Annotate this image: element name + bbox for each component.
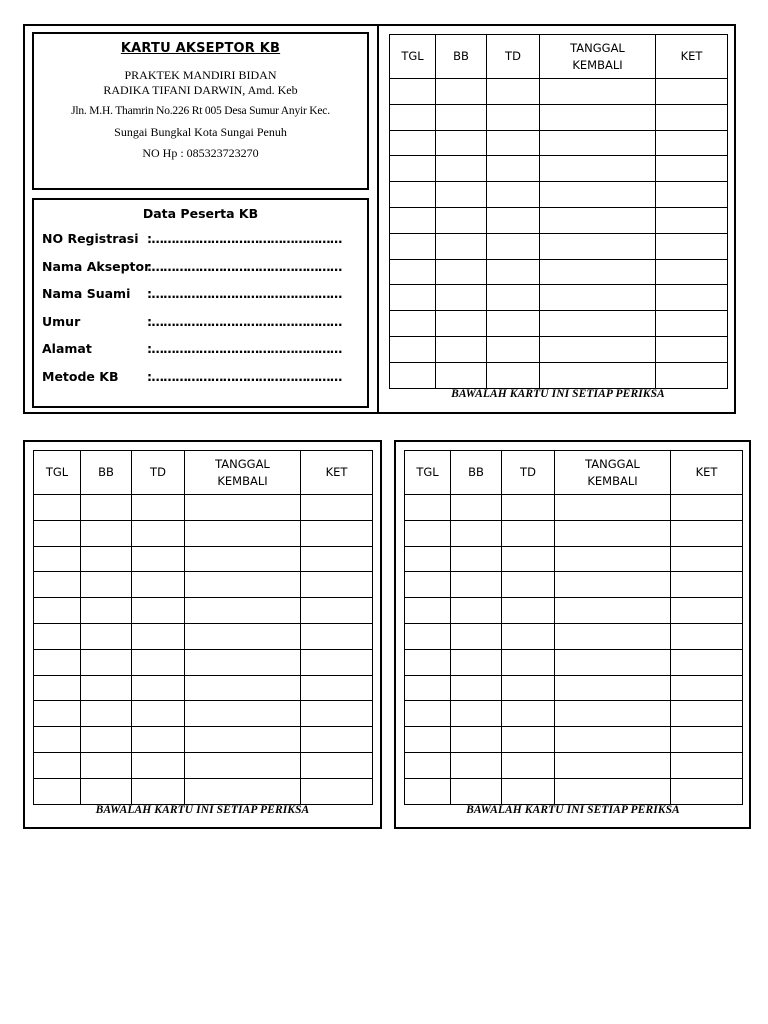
field-blank: :………………………………………… — [147, 258, 342, 274]
table-header-row — [390, 35, 728, 79]
table-row — [390, 79, 728, 105]
participant-data — [32, 198, 369, 408]
table-row — [390, 311, 728, 337]
footer-note-bottom-right: BAWALAH KARTU INI SETIAP PERIKSA — [466, 804, 680, 816]
table-row — [405, 495, 743, 521]
field-address — [34, 337, 367, 365]
table-row — [34, 572, 373, 598]
table-header-row — [34, 451, 373, 495]
midwife-name: RADIKA TIFANI DARWIN, Amd. Keb — [103, 83, 298, 97]
field-age — [34, 310, 367, 338]
table-row — [34, 598, 373, 624]
table-row — [405, 701, 743, 727]
field-label: Umur — [42, 313, 81, 329]
col-bb: BB — [81, 451, 132, 495]
col-td: TD — [502, 451, 555, 495]
visit-table-bottom-left — [33, 450, 373, 805]
table-row — [405, 546, 743, 572]
table-row — [405, 675, 743, 701]
table-row — [390, 362, 728, 388]
field-label: Nama Akseptor — [42, 258, 151, 274]
table-row — [405, 572, 743, 598]
col-td: TD — [132, 451, 185, 495]
table-row — [34, 649, 373, 675]
table-row — [34, 752, 373, 778]
col-ket: KET — [301, 451, 373, 495]
table-header-row — [405, 451, 743, 495]
table-row — [34, 623, 373, 649]
table-row — [390, 207, 728, 233]
field-blank: :………………………………………… — [147, 368, 342, 384]
table-row — [390, 336, 728, 362]
table-row — [405, 778, 743, 804]
table-row — [34, 701, 373, 727]
field-label: NO Registrasi — [42, 231, 139, 246]
clinic-header — [32, 32, 369, 190]
table-row — [390, 259, 728, 285]
table-row — [34, 520, 373, 546]
participant-title: Data Peserta KB — [142, 206, 259, 221]
col-tanggal-kembali: TANGGAL KEMBALI — [185, 451, 301, 495]
col-ket: KET — [656, 35, 728, 79]
field-registration-number — [34, 227, 367, 255]
table-row — [34, 727, 373, 753]
field-acceptor-name — [34, 255, 367, 283]
col-ket: KET — [671, 451, 743, 495]
field-label: Nama Suami — [42, 286, 131, 302]
table-row — [405, 727, 743, 753]
visit-table-bottom-right — [404, 450, 743, 805]
table-row — [34, 778, 373, 804]
clinic-address-line2: Sungai Bungkal Kota Sungai Penuh — [114, 125, 287, 139]
field-kb-method — [34, 365, 367, 393]
col-tgl: TGL — [34, 451, 81, 495]
col-tanggal-kembali: TANGGAL KEMBALI — [555, 451, 671, 495]
table-row — [405, 520, 743, 546]
table-row — [405, 623, 743, 649]
field-blank: :………………………………………… — [147, 231, 342, 246]
field-blank: :………………………………………… — [147, 313, 342, 329]
footer-note-bottom-left: BAWALAH KARTU INI SETIAP PERIKSA — [95, 804, 310, 816]
field-blank: :………………………………………… — [147, 286, 342, 302]
table-row — [34, 495, 373, 521]
clinic-phone: NO Hp : 085323723270 — [142, 146, 259, 160]
col-tanggal-kembali: TANGGAL KEMBALI — [540, 35, 656, 79]
table-row — [390, 182, 728, 208]
field-husband-name — [34, 282, 367, 310]
table-row — [390, 285, 728, 311]
col-bb: BB — [436, 35, 487, 79]
field-blank: :………………………………………… — [147, 341, 342, 357]
table-row — [405, 598, 743, 624]
table-row — [405, 649, 743, 675]
table-row — [390, 130, 728, 156]
clinic-name: PRAKTEK MANDIRI BIDAN — [124, 68, 277, 82]
table-row — [34, 675, 373, 701]
field-label: Metode KB — [42, 368, 119, 384]
table-row — [390, 233, 728, 259]
table-row — [390, 156, 728, 182]
col-bb: BB — [451, 451, 502, 495]
field-label: Alamat — [42, 341, 92, 357]
visit-table-top — [389, 34, 728, 389]
col-tgl: TGL — [390, 35, 436, 79]
card-title: KARTU AKSEPTOR KB — [120, 41, 281, 56]
table-row — [405, 752, 743, 778]
table-row — [34, 546, 373, 572]
col-td: TD — [487, 35, 540, 79]
table-row — [390, 104, 728, 130]
clinic-address-line1: Jln. M.H. Thamrin No.226 Rt 005 Desa Sumur Anyir Kec. — [71, 105, 330, 117]
top-card-divider — [377, 24, 379, 414]
col-tgl: TGL — [405, 451, 451, 495]
footer-note-top: BAWALAH KARTU INI SETIAP PERIKSA — [451, 388, 665, 400]
